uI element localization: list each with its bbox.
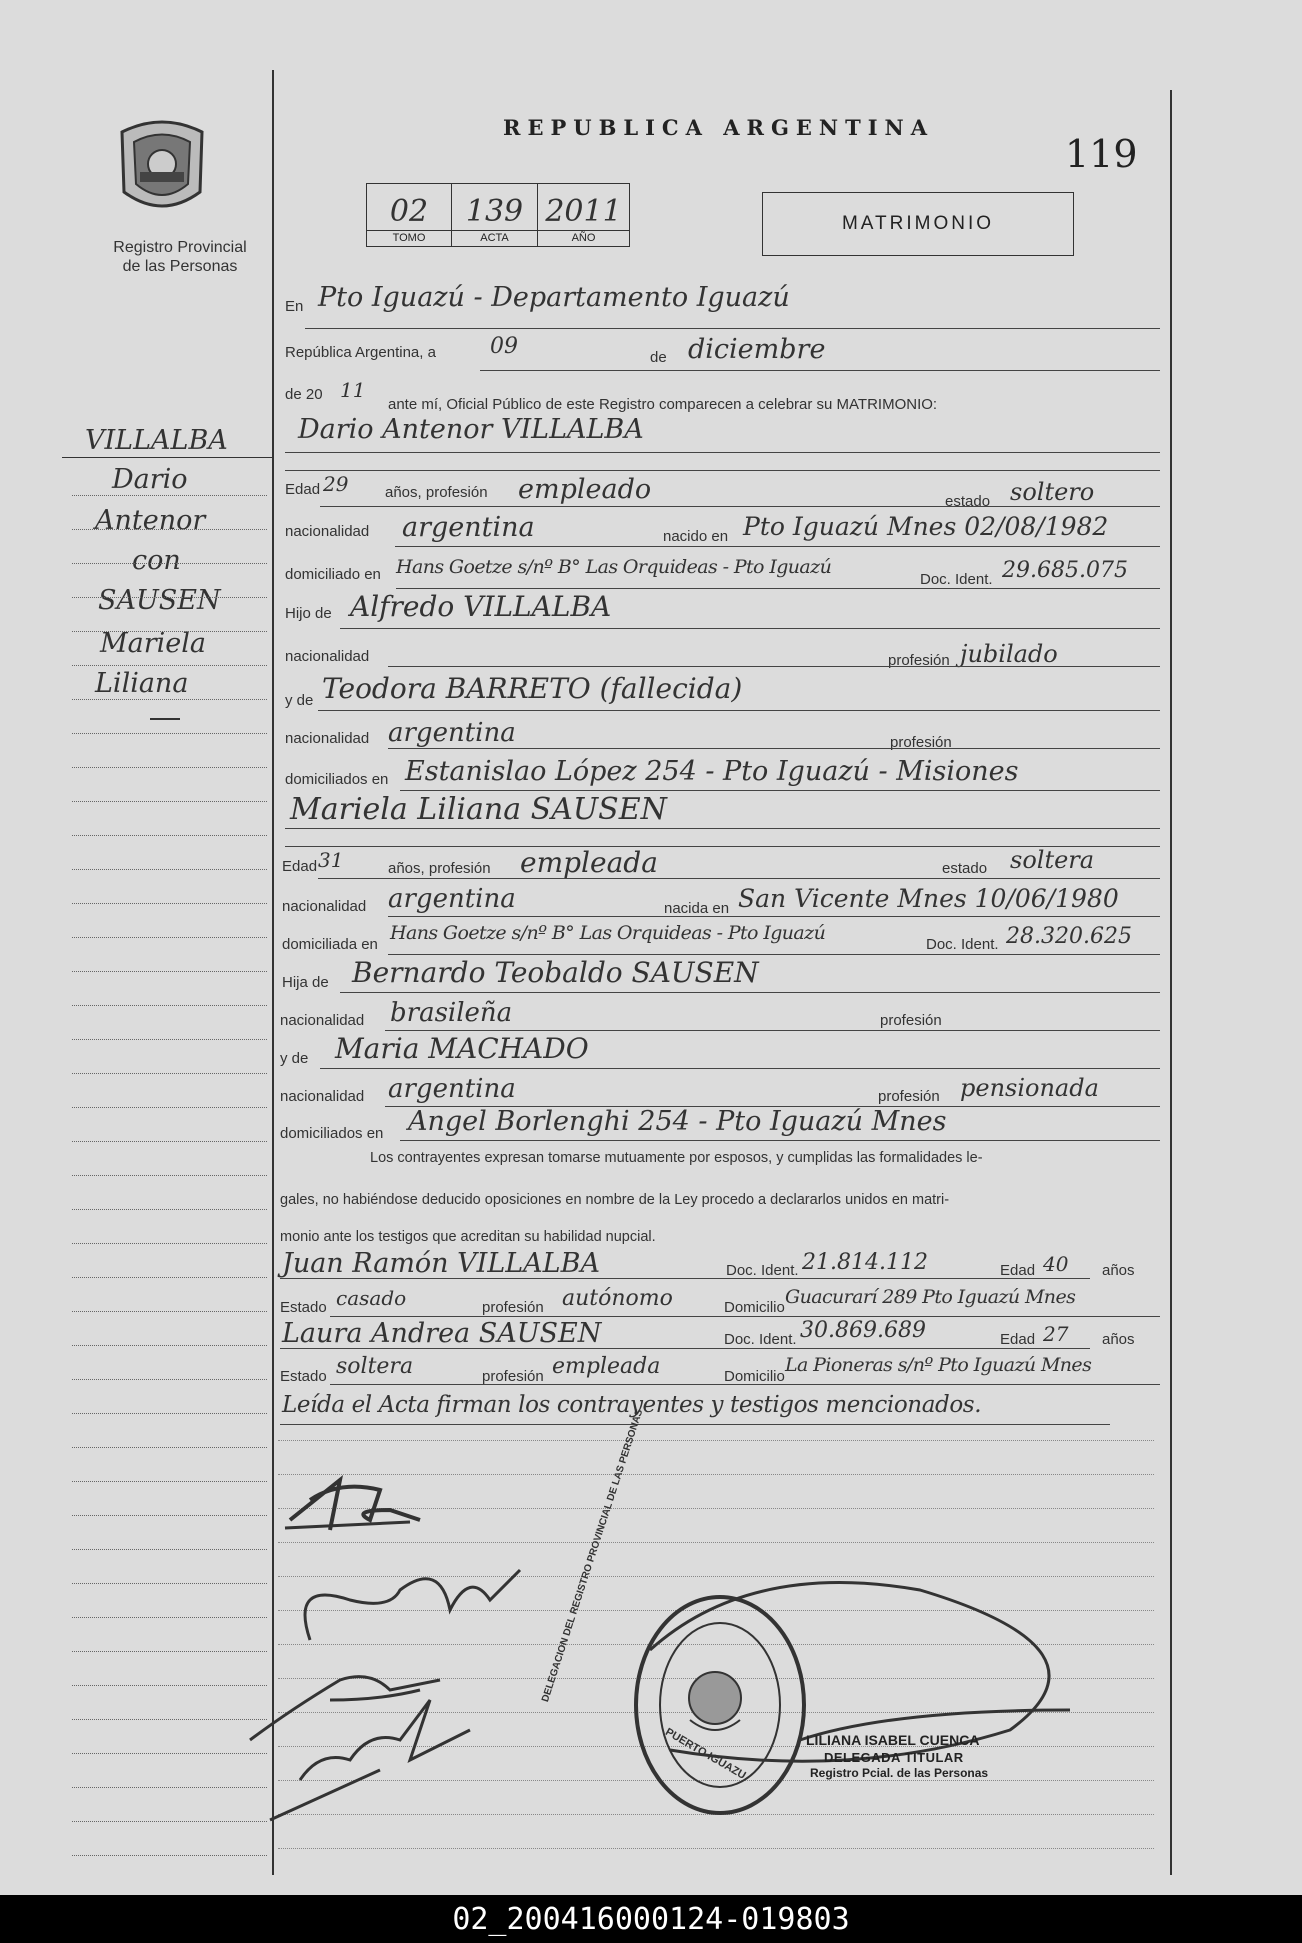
witness-1-doc-label: Doc. Ident. xyxy=(726,1262,799,1279)
groom-estado-label: estado xyxy=(945,493,991,510)
bride-parents-dom-label: domiciliados en xyxy=(280,1125,384,1142)
groom-mother-nac-label: nacionalidad xyxy=(285,730,370,747)
signature-4-stroke xyxy=(270,1770,380,1820)
margin-name-4: SAUSEN xyxy=(98,585,221,616)
stamp-outer-text: DELEGACION DEL REGISTRO PROVINCIAL DE LAS PERSONAS xyxy=(540,1408,646,1704)
witness-2-age: 27 xyxy=(1043,1322,1069,1346)
en-label: En xyxy=(285,298,304,315)
document-type: MATRIMONIO xyxy=(841,213,995,234)
margin-rule xyxy=(72,1311,267,1312)
bride-father-nac-line xyxy=(385,1030,1160,1031)
bride-hija-label: Hija de xyxy=(282,974,329,991)
margin-rule xyxy=(72,1107,267,1108)
groom-father-profession: jubilado xyxy=(960,640,1058,668)
bride-father-nac-label: nacionalidad xyxy=(280,1012,365,1029)
margin-rule xyxy=(72,1073,267,1074)
witness-2-line xyxy=(280,1348,1090,1349)
bride-mother-prof-label: profesión xyxy=(878,1088,940,1105)
margin-rule xyxy=(72,971,267,972)
margin-rule xyxy=(72,1413,267,1414)
margin-rule xyxy=(72,1447,267,1448)
margin-name-6: Liliana xyxy=(95,668,189,699)
de-label: de xyxy=(650,349,667,366)
registry-seal-icon xyxy=(112,112,212,222)
witness-2-profession: empleada xyxy=(552,1354,661,1379)
margin-end-dash xyxy=(150,718,180,720)
groom-mother-nationality: argentina xyxy=(388,718,516,748)
groom-name: Dario Antenor VILLALBA xyxy=(298,414,644,445)
groom-dom-label: domiciliado en xyxy=(285,566,381,583)
margin-rule xyxy=(72,801,267,802)
closing-line xyxy=(280,1424,1110,1425)
witness-2-line-2 xyxy=(330,1384,1160,1385)
bride-parents-line xyxy=(400,1140,1160,1141)
tomo-cell xyxy=(367,184,452,246)
bride-nacida-label: nacida en xyxy=(664,900,730,917)
year-prefix: de 20 xyxy=(285,386,323,403)
acta-value: 139 xyxy=(465,194,524,229)
bride-nac-label: nacionalidad xyxy=(282,898,367,915)
groom-nac-label: nacionalidad xyxy=(285,523,370,540)
margin-rule xyxy=(72,529,267,530)
groom-edad-line xyxy=(320,506,1160,507)
groom-mother-nac-line xyxy=(388,748,1160,749)
groom-father-line xyxy=(340,628,1160,629)
bride-mother-nationality: argentina xyxy=(388,1074,516,1104)
date-line xyxy=(480,370,1160,371)
margin-rule xyxy=(72,631,267,632)
groom-parents-line xyxy=(400,790,1160,791)
witness-2-name: Laura Andrea SAUSEN xyxy=(282,1318,602,1349)
witness-2-domicilio: La Pioneras s/nº Pto Iguazú Mnes xyxy=(785,1354,1092,1376)
witness-2-estado-label: Estado xyxy=(280,1368,327,1385)
tomo-value: 02 xyxy=(389,194,429,229)
bride-doc-label: Doc. Ident. xyxy=(926,936,999,953)
bride-edad-label: Edad xyxy=(282,858,318,875)
witness-1-line-2 xyxy=(330,1316,1160,1317)
intro-text: ante mí, Oficial Público de este Registro comparecen a celebrar su MATRIMONIO: xyxy=(388,396,938,413)
page-number: 119 xyxy=(1065,132,1138,176)
year-suffix: 11 xyxy=(340,378,366,402)
margin-rule xyxy=(72,835,267,836)
ano-value: 2011 xyxy=(545,194,622,229)
margin-name-1: Dario xyxy=(112,464,188,495)
groom-name-line xyxy=(285,452,1160,453)
bride-father-prof-label: profesión xyxy=(880,1012,942,1029)
signature-4 xyxy=(300,1700,470,1780)
bride-profesion-label: años, profesión xyxy=(388,860,491,877)
groom-father-nac-line xyxy=(388,666,1160,667)
witness-1-edad-label: Edad xyxy=(1000,1262,1036,1279)
margin-rule xyxy=(72,869,267,870)
witness-1-domicilio-label: Domicilio xyxy=(724,1299,785,1316)
bride-estado: soltera xyxy=(1010,846,1095,874)
witness-2-edad-label: Edad xyxy=(1000,1331,1036,1348)
margin-rule xyxy=(72,1209,267,1210)
month-value: diciembre xyxy=(688,334,826,365)
right-border xyxy=(1170,90,1172,1875)
official-office: Registro Pcial. de las Personas xyxy=(810,1766,989,1780)
place-line xyxy=(305,328,1160,329)
groom-mother-line xyxy=(318,710,1160,711)
document-type-box xyxy=(762,192,1074,256)
groom-nac-line xyxy=(395,546,1160,547)
groom-parents-dom-label: domiciliados en xyxy=(285,771,389,788)
bride-dom-label: domiciliada en xyxy=(282,936,378,953)
groom-mother: Teodora BARRETO (fallecida) xyxy=(322,672,743,705)
margin-rule xyxy=(72,903,267,904)
groom-address: Hans Goetze s/nº B° Las Orquideas - Pto Iguazú xyxy=(396,556,832,578)
margin-rule xyxy=(72,1345,267,1346)
groom-doc-label: Doc. Ident. xyxy=(920,571,993,588)
bride-edad-line xyxy=(318,878,1160,879)
country-title: REPUBLICA ARGENTINA xyxy=(503,115,935,140)
witness-1-age: 40 xyxy=(1043,1252,1069,1276)
bride-mother: Maria MACHADO xyxy=(335,1032,589,1065)
margin-rule xyxy=(72,1243,267,1244)
official-title: DELEGADA TITULAR xyxy=(824,1750,964,1765)
witness-1-profession: autónomo xyxy=(562,1286,673,1311)
stamp-inner-text: PUERTO IGUAZU xyxy=(663,1726,748,1782)
margin-rule xyxy=(72,1005,267,1006)
bride-estado-label: estado xyxy=(942,860,988,877)
groom-doc: 29.685.075 xyxy=(1002,558,1128,583)
margin-name-2: Antenor xyxy=(95,505,206,536)
witness-1-doc: 21.814.112 xyxy=(802,1250,928,1275)
groom-edad-label: Edad xyxy=(285,481,321,498)
bride-dom-line xyxy=(388,954,1160,955)
groom-profession: empleado xyxy=(518,474,652,505)
bride-mother-line xyxy=(320,1068,1160,1069)
declaration-line-3: monio ante los testigos que acreditan su habilidad nupcial. xyxy=(280,1229,656,1245)
registry-box xyxy=(366,183,630,247)
bride-yde-label: y de xyxy=(280,1050,309,1067)
tomo-label: TOMO xyxy=(367,230,451,244)
official-stamp xyxy=(630,1590,810,1820)
margin-rule xyxy=(72,1141,267,1142)
margin-rule xyxy=(72,665,267,666)
margin-rule xyxy=(72,937,267,938)
groom-father-nac-label: nacionalidad xyxy=(285,648,370,665)
witness-2-anos-label: años xyxy=(1102,1331,1135,1348)
acta-label: ACTA xyxy=(452,230,537,244)
place-value: Pto Iguazú - Departamento Iguazú xyxy=(318,282,790,313)
bride-age: 31 xyxy=(318,848,344,872)
bride-address: Hans Goetze s/nº B° Las Orquideas - Pto Iguazú xyxy=(390,922,826,944)
bride-name: Mariela Liliana SAUSEN xyxy=(290,792,667,827)
acta-cell xyxy=(452,184,538,246)
bride-name-line xyxy=(285,828,1160,829)
witness-1-domicilio: Guacurarí 289 Pto Iguazú Mnes xyxy=(785,1286,1076,1308)
margin-rule xyxy=(72,1175,267,1176)
ano-cell xyxy=(538,184,629,246)
signature-1-underline xyxy=(285,1522,410,1528)
ano-label: AÑO xyxy=(538,230,629,244)
witness-2-domicilio-label: Domicilio xyxy=(724,1368,785,1385)
witness-2-estado: soltera xyxy=(336,1354,414,1379)
margin-rule xyxy=(72,1277,267,1278)
groom-profesion-label: años, profesión xyxy=(385,484,488,501)
groom-parents-address: Estanislao López 254 - Pto Iguazú - Misiones xyxy=(405,756,1019,787)
margin-rule xyxy=(72,733,267,734)
witness-1-name: Juan Ramón VILLALBA xyxy=(282,1248,600,1279)
bride-father-line xyxy=(340,992,1160,993)
margin-rule xyxy=(72,1855,267,1856)
groom-birthplace: Pto Iguazú Mnes 02/08/1982 xyxy=(743,512,1109,541)
bride-doc: 28.320.625 xyxy=(1006,924,1132,949)
bride-birthplace: San Vicente Mnes 10/06/1980 xyxy=(738,884,1119,913)
groom-estado: soltero xyxy=(1010,478,1095,506)
witness-2-profesion-label: profesión xyxy=(482,1368,544,1385)
margin-name-3: con xyxy=(132,545,181,576)
margin-name-5: Mariela xyxy=(100,628,206,659)
bride-nac-line xyxy=(388,916,1160,917)
groom-nationality: argentina xyxy=(402,512,535,543)
bride-mother-nac-label: nacionalidad xyxy=(280,1088,365,1105)
margin-rule xyxy=(72,597,267,598)
bride-nationality: argentina xyxy=(388,884,516,914)
closing-note: Leída el Acta firman los contrayentes y testigos mencionados. xyxy=(282,1392,982,1418)
republica-label: República Argentina, a xyxy=(285,344,436,361)
bride-profession: empleada xyxy=(520,846,658,879)
witness-1-estado: casado xyxy=(336,1286,407,1310)
margin-rule xyxy=(72,495,267,496)
groom-mother-prof-label: profesión xyxy=(890,734,952,751)
bride-father-nationality: brasileña xyxy=(390,998,513,1028)
footer-id: 02_200416000124-019803 xyxy=(452,1901,850,1937)
groom-father: Alfredo VILLALBA xyxy=(350,590,612,623)
margin-rule xyxy=(72,1039,267,1040)
margin-rule xyxy=(72,767,267,768)
groom-age: 29 xyxy=(323,472,349,496)
margin-rule xyxy=(72,699,267,700)
margin-rule xyxy=(72,563,267,564)
margin-rule xyxy=(72,1379,267,1380)
groom-section-line xyxy=(285,470,1160,471)
margin-underline xyxy=(62,457,272,458)
groom-father-prof-label: profesión xyxy=(888,652,950,669)
official-name: LILIANA ISABEL CUENCA xyxy=(806,1732,980,1748)
footer-id-bar xyxy=(0,1895,1302,1943)
declaration-line-1: Los contrayentes expresan tomarse mutuamente por esposos, y cumplidas las formalidades le- xyxy=(370,1150,983,1166)
witness-1-anos-label: años xyxy=(1102,1262,1135,1279)
witness-2-doc-label: Doc. Ident. xyxy=(724,1331,797,1348)
signature-3 xyxy=(250,1677,440,1740)
groom-nacido-label: nacido en xyxy=(663,528,729,545)
signature-2 xyxy=(305,1570,520,1640)
groom-dom-line xyxy=(396,588,1160,589)
groom-hijo-label: Hijo de xyxy=(285,605,332,622)
bride-mother-profession: pensionada xyxy=(960,1074,1099,1102)
declaration-line-2: gales, no habiéndose deducido oposiciones en nombre de la Ley procedo a declararlos unidos en matri- xyxy=(280,1192,950,1208)
day-value: 09 xyxy=(490,334,518,359)
margin-surname-groom: VILLALBA xyxy=(85,425,228,456)
groom-yde-label: y de xyxy=(285,692,314,709)
registry-name: Registro Provincial de las Personas xyxy=(113,239,247,275)
witness-1-estado-label: Estado xyxy=(280,1299,327,1316)
bride-parents-address: Angel Borlenghi 254 - Pto Iguazú Mnes xyxy=(408,1106,947,1137)
signature-rule xyxy=(278,1440,1154,1441)
witness-2-doc: 30.869.689 xyxy=(800,1318,926,1343)
witness-1-profesion-label: profesión xyxy=(482,1299,544,1316)
witness-1-line xyxy=(280,1278,1090,1279)
bride-father: Bernardo Teobaldo SAUSEN xyxy=(352,956,759,989)
